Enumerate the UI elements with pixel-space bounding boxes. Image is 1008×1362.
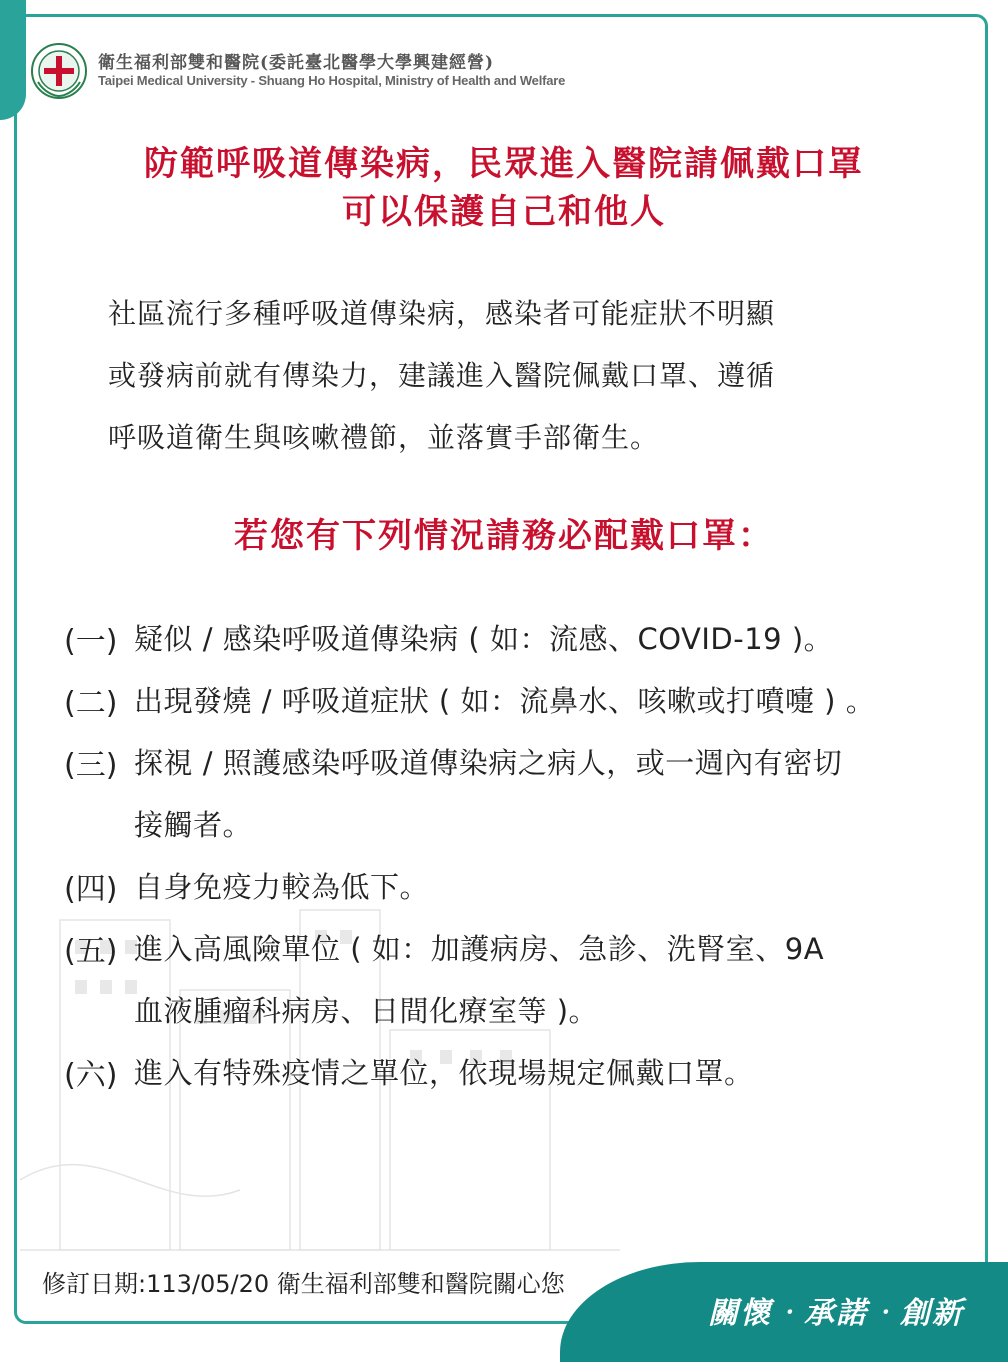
intro-line-1: 社區流行多種呼吸道傳染病，感染者可能症狀不明顯 bbox=[108, 297, 776, 330]
list-item-text-continued: 接觸者。 bbox=[134, 808, 253, 842]
list-item-number: (一) bbox=[64, 624, 118, 659]
organization-name-en: Taipei Medical University - Shuang Ho Hospital, Ministry of Health and Welfare bbox=[98, 73, 566, 88]
revision-date-footer: 修訂日期:113/05/20 衛生福利部雙和醫院關心您 bbox=[42, 1270, 565, 1298]
hospital-emblem-icon bbox=[30, 42, 88, 100]
list-item-text: 進入高風險單位 ( 如：加護病房、急診、洗腎室、9A bbox=[134, 932, 825, 966]
list-item-number: (二) bbox=[64, 686, 118, 721]
list-item-number: (五) bbox=[64, 934, 118, 969]
section-subtitle: 若您有下列情況請務必配戴口罩： bbox=[234, 516, 774, 556]
page-title-line-2: 可以保護自己和他人 bbox=[342, 192, 666, 232]
list-item-number: (三) bbox=[64, 748, 118, 783]
intro-line-3: 呼吸道衛生與咳嗽禮節，並落實手部衛生。 bbox=[108, 421, 660, 454]
page-title-line-1: 防範呼吸道傳染病，民眾進入醫院請佩戴口罩 bbox=[144, 144, 864, 184]
slogan-text: 關懷‧承諾‧創新 bbox=[708, 1296, 964, 1331]
list-item-text: 探視 / 照護感染呼吸道傳染病之病人，或一週內有密切 bbox=[134, 746, 843, 780]
list-item-number: (六) bbox=[64, 1058, 118, 1093]
list-item-text: 自身免疫力較為低下。 bbox=[134, 870, 430, 904]
list-item-text: 疑似 / 感染呼吸道傳染病 ( 如：流感、COVID-19 )。 bbox=[134, 622, 834, 656]
list-item-number: (四) bbox=[64, 872, 118, 907]
corner-decoration-top-left bbox=[0, 0, 26, 120]
intro-line-2: 或發病前就有傳染力，建議進入醫院佩戴口罩、遵循 bbox=[108, 359, 776, 392]
list-item-text: 進入有特殊疫情之單位，依現場規定佩戴口罩。 bbox=[134, 1056, 754, 1090]
list-item-text-continued: 血液腫瘤科病房、日間化療室等 )。 bbox=[134, 994, 599, 1028]
organization-name-zh: 衛生福利部雙和醫院(委託臺北醫學大學興建經營) bbox=[98, 53, 495, 73]
list-item-text: 出現發燒 / 呼吸道症狀 ( 如：流鼻水、咳嗽或打噴嚏 ) 。 bbox=[134, 684, 876, 718]
